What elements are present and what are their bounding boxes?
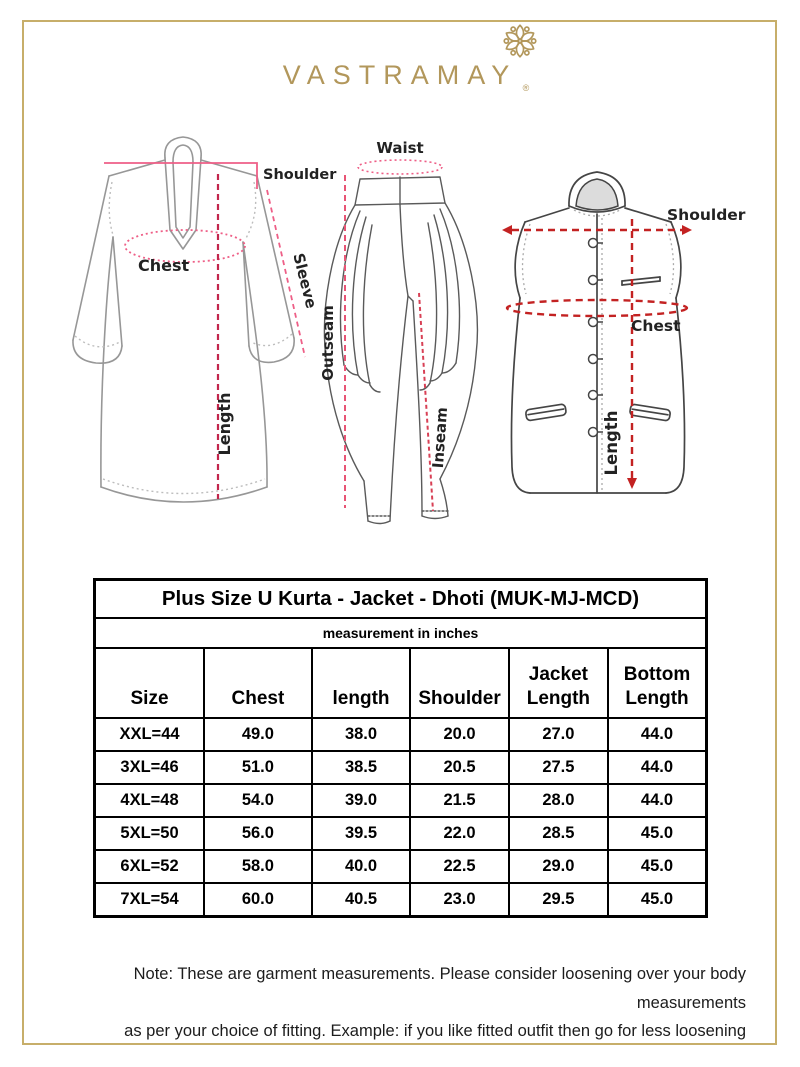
kurta-shoulder-label: Shoulder	[263, 167, 337, 183]
cell-bottom-length: 44.0	[608, 751, 707, 784]
header-chest: Chest	[204, 648, 312, 718]
cell-length: 40.0	[312, 850, 411, 883]
table-row	[95, 883, 707, 917]
header-length: length	[312, 648, 411, 718]
header-size: Size	[95, 648, 205, 718]
cell-size: 6XL=52	[95, 850, 205, 883]
kurta-chest-label: Chest	[138, 256, 190, 275]
header-shoulder: Shoulder	[410, 648, 509, 718]
kurta-measure-lines	[104, 163, 305, 499]
registered-trademark-symbol: ®	[522, 83, 530, 93]
table-title: Plus Size U Kurta - Jacket - Dhoti (MUK-MJ-MCD)	[95, 580, 707, 619]
cell-chest: 58.0	[204, 850, 312, 883]
cell-chest: 51.0	[204, 751, 312, 784]
kurta-diagram	[46, 132, 346, 557]
cell-chest: 54.0	[204, 784, 312, 817]
cell-shoulder: 22.0	[410, 817, 509, 850]
note-line-2: as per your choice of fitting. Example: if you like fitted outfit then go for less loosening	[124, 1022, 746, 1040]
cell-length: 38.5	[312, 751, 411, 784]
cell-size: 4XL=48	[95, 784, 205, 817]
jacket-chest-label: Chest	[631, 317, 681, 335]
cell-jacket-length: 27.5	[509, 751, 608, 784]
kurta-sleeve-label: Sleeve	[289, 251, 321, 311]
cell-shoulder: 23.0	[410, 883, 509, 917]
cell-size: 7XL=54	[95, 883, 205, 917]
cell-bottom-length: 45.0	[608, 850, 707, 883]
cell-bottom-length: 44.0	[608, 784, 707, 817]
cell-shoulder: 20.5	[410, 751, 509, 784]
brand-name-text: VASTRAMAY	[282, 60, 518, 90]
cell-chest: 49.0	[204, 718, 312, 751]
cell-chest: 56.0	[204, 817, 312, 850]
cell-size: 5XL=50	[95, 817, 205, 850]
size-chart-table	[93, 578, 708, 918]
cell-jacket-length: 29.5	[509, 883, 608, 917]
table-row	[95, 850, 707, 883]
mandala-flower-icon	[499, 20, 541, 62]
table-row	[95, 718, 707, 751]
cell-jacket-length: 29.0	[509, 850, 608, 883]
cell-jacket-length: 28.0	[509, 784, 608, 817]
cell-chest: 60.0	[204, 883, 312, 917]
dhoti-waist-label: Waist	[376, 139, 424, 157]
cell-bottom-length: 44.0	[608, 718, 707, 751]
cell-shoulder: 22.5	[410, 850, 509, 883]
header-bottom-length: Bottom Length	[608, 648, 707, 718]
note-text	[44, 960, 746, 1046]
table-row	[95, 784, 707, 817]
cell-size: XXL=44	[95, 718, 205, 751]
cell-bottom-length: 45.0	[608, 817, 707, 850]
dhoti-diagram	[312, 133, 512, 563]
table-subtitle: measurement in inches	[95, 618, 707, 648]
cell-bottom-length: 45.0	[608, 883, 707, 917]
cell-length: 40.5	[312, 883, 411, 917]
dhoti-inseam-label: Inseam	[428, 406, 452, 469]
jacket-diagram	[490, 162, 790, 542]
header-jacket-length: Jacket Length	[509, 648, 608, 718]
cell-size: 3XL=46	[95, 751, 205, 784]
cell-length: 39.0	[312, 784, 411, 817]
table-row	[95, 751, 707, 784]
table-row	[95, 817, 707, 850]
brand-logo	[0, 60, 800, 91]
dhoti-outseam-label: Outseam	[319, 305, 337, 381]
table-subtitle-row	[95, 618, 707, 648]
cell-length: 39.5	[312, 817, 411, 850]
jacket-shoulder-label: Shoulder	[667, 206, 746, 224]
table-title-row	[95, 580, 707, 619]
note-line-1: Note: These are garment measurements. Please consider loosening over your body measurements	[133, 965, 746, 1012]
cell-length: 38.0	[312, 718, 411, 751]
cell-jacket-length: 28.5	[509, 817, 608, 850]
kurta-length-label: Length	[215, 392, 234, 456]
brand-logo-wrap	[282, 60, 530, 93]
cell-shoulder: 20.0	[410, 718, 509, 751]
cell-shoulder: 21.5	[410, 784, 509, 817]
jacket-length-label: Length	[602, 410, 621, 476]
table-header-row	[95, 648, 707, 718]
cell-jacket-length: 27.0	[509, 718, 608, 751]
